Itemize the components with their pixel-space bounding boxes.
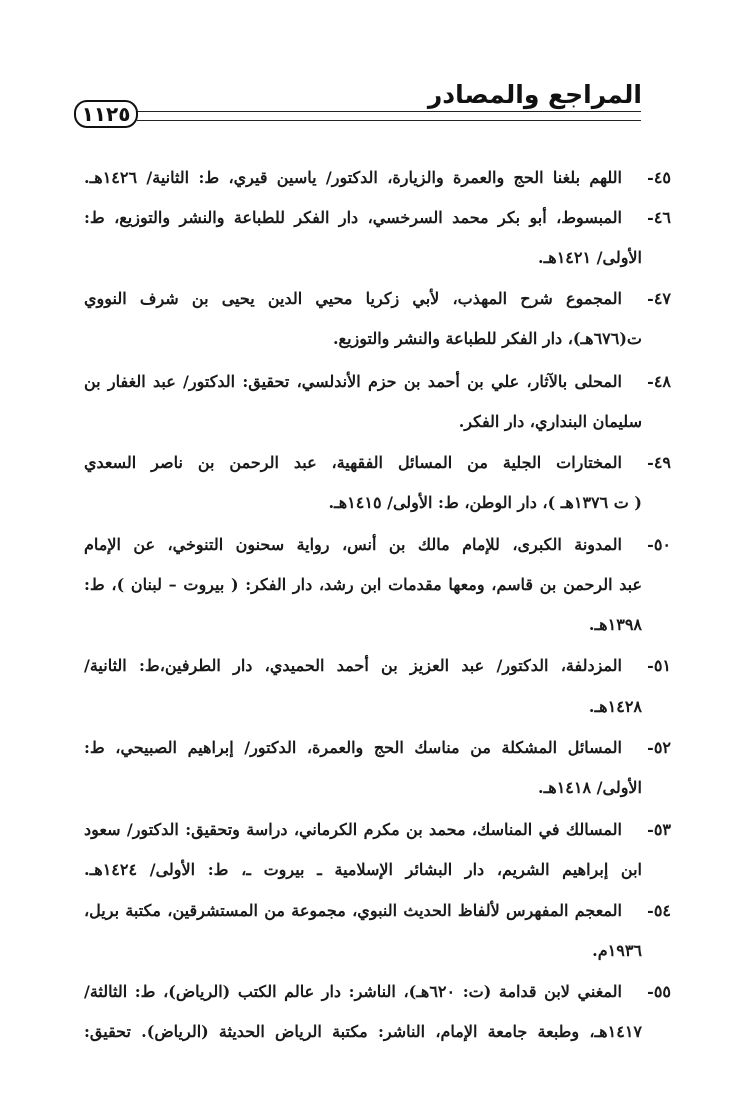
entry-number: ٤٦- [647, 208, 671, 227]
reference-entry-line: ١٩٣٦م. [592, 941, 642, 960]
page-header-title: المراجع والمصادر [427, 80, 642, 109]
reference-entry-line: عبد الرحمن بن قاسم، ومعها مقدمات ابن رشد، دار الفكر: ( بيروت – لبنان )، ط: [84, 575, 642, 594]
reference-entry-line: الأولى/ ١٤٢١هـ. [538, 248, 642, 267]
header-rule-top [112, 111, 641, 112]
reference-entry-line: المبسوط، أبو بكر محمد السرخسي، دار الفكر للطباعة والنشر والتوزيع، ط: [84, 208, 622, 227]
entry-number: ٥١- [647, 656, 671, 675]
entry-number: ٤٩- [647, 453, 671, 472]
reference-entry-line: ١٣٩٨هـ. [588, 615, 642, 634]
reference-entry-line: ابن إبراهيم الشريم، دار البشائر الإسلامية ـ بيروت ـ، ط: الأولى/ ١٤٢٤هـ. [84, 860, 642, 879]
header-rule-bottom [137, 120, 641, 121]
reference-entry-line: المجموع شرح المهذب، لأبي زكريا محيي الدين يحيى بن شرف النووي [84, 289, 622, 308]
reference-entry-line: الأولى/ ١٤١٨هـ. [538, 778, 642, 797]
reference-entry-line: ١٤١٧هـ، وطبعة جامعة الإمام، الناشر: مكتبة الرياض الحديثة (الرياض). تحقيق: [84, 1022, 642, 1041]
reference-entry-line: المزدلفة، الدكتور/ عبد العزيز بن أحمد الحميدي، دار الطرفين،ط: الثانية/ [84, 656, 622, 675]
page-number-badge: ١١٢٥ [74, 100, 138, 128]
reference-entry-line: المسائل المشكلة من مناسك الحج والعمرة، الدكتور/ إبراهيم الصبيحي، ط: [84, 738, 622, 757]
reference-entry-line: ١٤٢٨هـ. [588, 697, 642, 716]
entry-number: ٥٢- [647, 738, 671, 757]
entry-number: ٥٣- [647, 820, 671, 839]
entry-number: ٤٥- [647, 168, 671, 187]
reference-entry-line: المعجم المفهرس لألفاظ الحديث النبوي، مجموعة من المستشرقين، مكتبة بريل، [84, 901, 622, 920]
entry-number: ٤٧- [647, 289, 671, 308]
reference-entry-line: المدونة الكبرى، للإمام مالك بن أنس، رواية سحنون التنوخي، عن الإمام [84, 535, 622, 554]
reference-entry-line: اللهم بلغنا الحج والعمرة والزيارة، الدكتور/ ياسين قيري، ط: الثانية/ ١٤٢٦هـ. [84, 168, 622, 187]
reference-entry-line: ( ت ١٣٧٦هـ )، دار الوطن، ط: الأولى/ ١٤١٥هـ. [328, 493, 642, 512]
reference-entry-line: ت(٦٧٦هـ)، دار الفكر للطباعة والنشر والتوزيع. [332, 329, 642, 348]
reference-entry-line: المسالك في المناسك، محمد بن مكرم الكرماني، دراسة وتحقيق: الدكتور/ سعود [84, 820, 622, 839]
entry-number: ٤٨- [647, 372, 671, 391]
reference-entry-line: المختارات الجلية من المسائل الفقهية، عبد الرحمن بن ناصر السعدي [84, 453, 622, 472]
reference-entry-line: المحلى بالآثار، علي بن أحمد بن حزم الأندلسي، تحقيق: الدكتور/ عبد الغفار بن [84, 372, 622, 391]
reference-entry-line: المغني لابن قدامة (ت: ٦٢٠هـ)، الناشر: دار عالم الكتب (الرياض)، ط: الثالثة/ [84, 982, 622, 1001]
entry-number: ٥٤- [647, 901, 671, 920]
entry-number: ٥٠- [647, 535, 671, 554]
reference-entry-line: سليمان البنداري، دار الفكر. [458, 412, 642, 431]
entry-number: ٥٥- [647, 982, 671, 1001]
